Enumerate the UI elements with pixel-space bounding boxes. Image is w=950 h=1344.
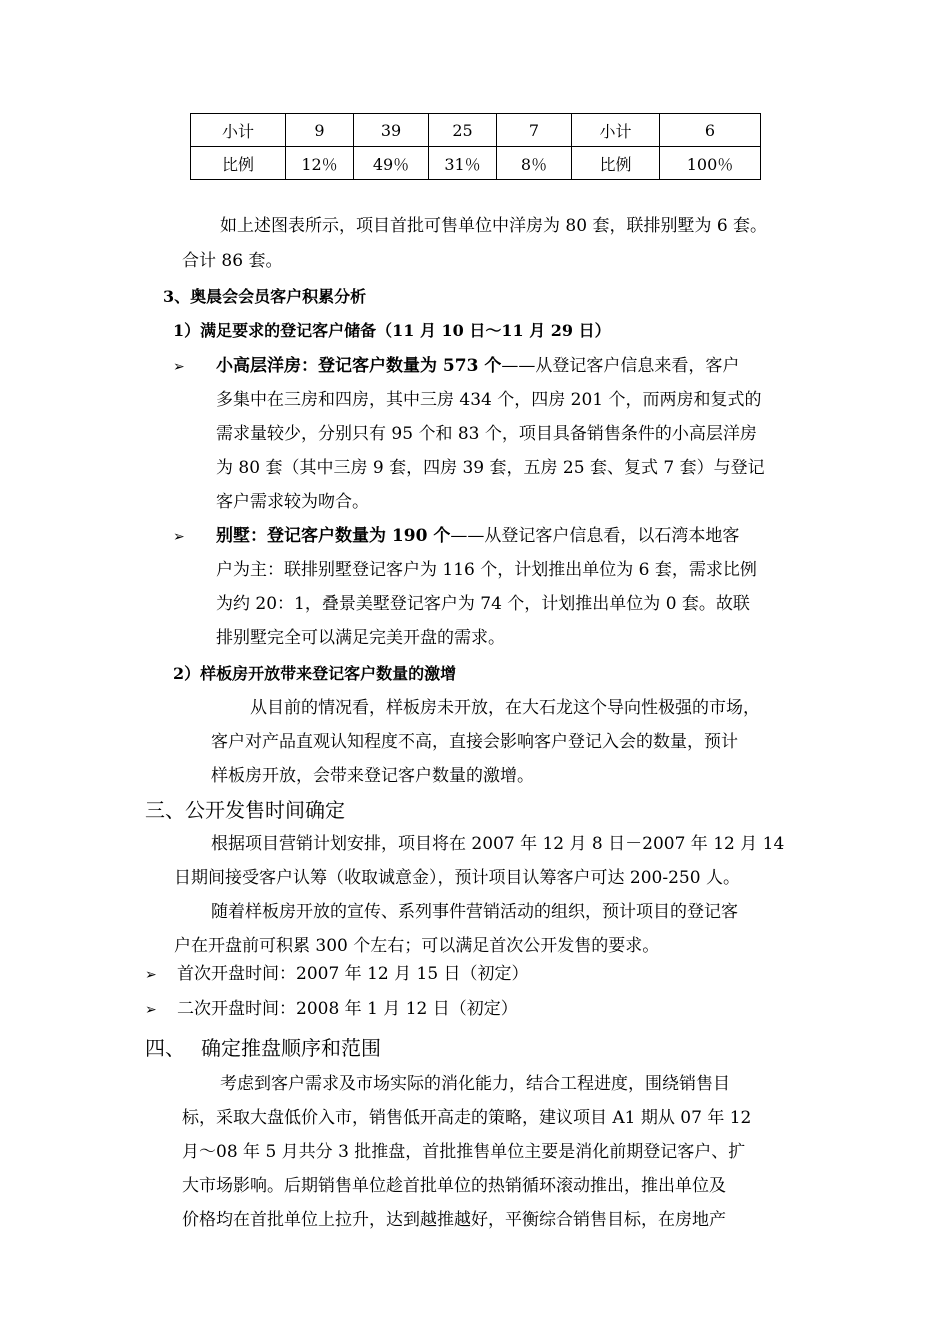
bullet-item-line: 首次开盘时间：2007 年 12 月 15 日（初定） [177, 964, 529, 984]
bullet-item-line: 需求量较少，分别只有 95 个和 83 个，项目具备销售条件的小高层洋房 [216, 424, 757, 444]
paragraph-line: 从目前的情况看，样板房未开放，在大石龙这个导向性极强的市场， [250, 698, 760, 718]
bullet-text: ——从登记客户信息来看，客户 [501, 356, 740, 376]
paragraph-line: 样板房开放，会带来登记客户数量的激增。 [211, 766, 534, 786]
bullet-item-line: 客户需求较为吻合。 [216, 492, 369, 512]
paragraph-line: 月～08 年 5 月共分 3 批推盘，首批推售单位主要是消化前期登记客户、扩 [182, 1142, 746, 1162]
subsection-heading: 2）样板房开放带来登记客户数量的激增 [173, 664, 457, 683]
bullet-arrow-icon: ➢ [145, 967, 157, 983]
chapter-heading-number: 四、 [145, 1036, 185, 1060]
table-cell: 比例 [572, 147, 660, 180]
table-cell: 12％ [286, 147, 354, 180]
table-cell: 小计 [191, 114, 286, 147]
paragraph-line: 大市场影响。后期销售单位趁首批单位的热销循环滚动推出，推出单位及 [182, 1176, 726, 1196]
bullet-text: ——从登记客户信息看，以石湾本地客 [450, 526, 740, 546]
paragraph-line: 户在开盘前可积累 300 个左右；可以满足首次公开发售的要求。 [174, 936, 660, 956]
table-cell: 比例 [191, 147, 286, 180]
table-cell: 49％ [354, 147, 429, 180]
table-cell: 6 [660, 114, 761, 147]
table-cell: 9 [286, 114, 354, 147]
paragraph-line: 客户对产品直观认知程度不高，直接会影响客户登记入会的数量，预计 [211, 732, 738, 752]
table-row [191, 147, 761, 180]
table-cell: 100％ [660, 147, 761, 180]
paragraph-line: 价格均在首批单位上拉升，达到越推越好，平衡综合销售目标，在房地产 [182, 1210, 726, 1230]
summary-table [190, 113, 761, 180]
bullet-lead: 别墅：登记客户数量为 190 个 [216, 526, 451, 546]
table-cell: 7 [497, 114, 572, 147]
paragraph-line: 随着样板房开放的宣传、系列事件营销活动的组织，预计项目的登记客 [211, 902, 738, 922]
table-cell: 8％ [497, 147, 572, 180]
chapter-heading: 确定推盘顺序和范围 [201, 1036, 381, 1060]
bullet-item-line: 户为主：联排别墅登记客户为 116 个，计划推出单位为 6 套，需求比例 [216, 560, 757, 580]
bullet-arrow-icon: ➢ [173, 359, 185, 375]
chapter-heading: 三、公开发售时间确定 [145, 798, 345, 822]
bullet-item-line [216, 358, 739, 375]
bullet-item-line: 排别墅完全可以满足完美开盘的需求。 [216, 628, 505, 648]
bullet-lead: 小高层洋房：登记客户数量为 573 个 [216, 356, 502, 376]
bullet-item-line: 为 80 套（其中三房 9 套，四房 39 套，五房 25 套、复式 7 套）与登记 [216, 458, 765, 478]
table-cell: 小计 [572, 114, 660, 147]
bullet-arrow-icon: ➢ [173, 529, 185, 545]
bullet-item-line [216, 528, 739, 545]
subsection-heading: 1）满足要求的登记客户储备（11 月 10 日～11 月 29 日） [173, 321, 611, 340]
bullet-item-line: 为约 20：1，叠景美墅登记客户为 74 个，计划推出单位为 0 套。故联 [216, 594, 750, 614]
section-heading: 3、奥晨会会员客户积累分析 [163, 287, 367, 306]
table-cell: 31％ [429, 147, 497, 180]
paragraph-line: 日期间接受客户认筹（收取诚意金），预计项目认筹客户可达 200-250 人。 [174, 868, 740, 888]
bullet-item-line: 多集中在三房和四房，其中三房 434 个，四房 201 个，而两房和复式的 [216, 390, 762, 410]
paragraph-line: 如上述图表所示，项目首批可售单位中洋房为 80 套，联排别墅为 6 套。 [220, 216, 768, 236]
paragraph-line: 根据项目营销计划安排，项目将在 2007 年 12 月 8 日－2007 年 12 月 14 [211, 834, 785, 854]
bullet-arrow-icon: ➢ [145, 1002, 157, 1018]
paragraph-line: 合计 86 套。 [182, 251, 283, 271]
bullet-item-line: 二次开盘时间：2008 年 1 月 12 日（初定） [177, 999, 518, 1019]
table-cell: 25 [429, 114, 497, 147]
table-cell: 39 [354, 114, 429, 147]
table-row [191, 114, 761, 147]
paragraph-line: 考虑到客户需求及市场实际的消化能力，结合工程进度，围绕销售目 [220, 1074, 730, 1094]
paragraph-line: 标，采取大盘低价入市，销售低开高走的策略，建议项目 A1 期从 07 年 12 [182, 1108, 752, 1128]
